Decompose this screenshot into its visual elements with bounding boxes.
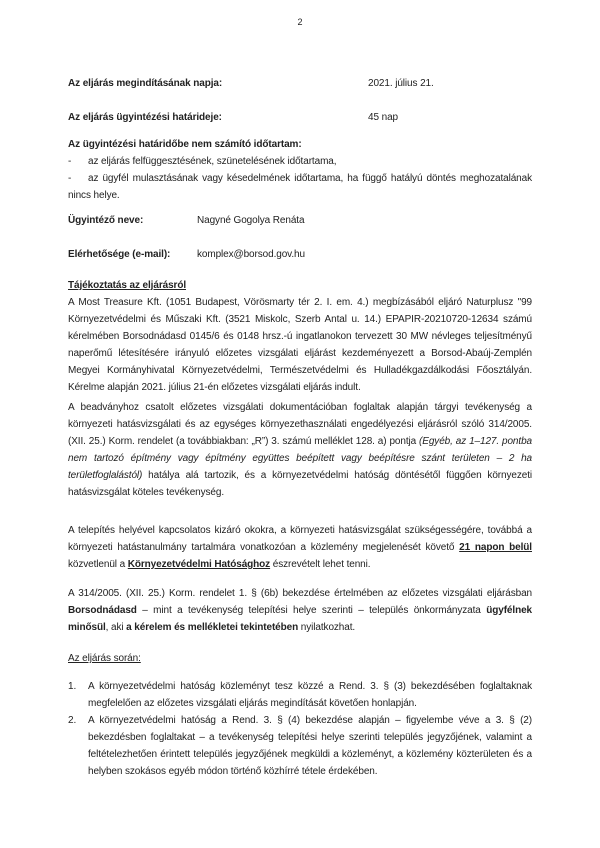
paragraph-regulation (68, 399, 532, 501)
officer-email-value: komplex@borsod.gov.hu (197, 249, 305, 260)
procedure-item (68, 712, 532, 780)
regulation-italic-clause: (Egyéb, az 1–127. pontba nem tartozó építmény vagy építmény együttes beépített vagy beépítésre szánt területen – 2 ha területfoglalástól) (68, 436, 532, 481)
field-row-deadline (68, 109, 532, 126)
officer-name-value: Nagyné Gogolya Renáta (197, 215, 305, 226)
paragraph-observation (68, 522, 532, 573)
municipality-mid2: , aki (105, 622, 127, 633)
deadline-value: 45 nap (368, 112, 398, 123)
paragraph-municipality (68, 585, 532, 636)
excluded-time-item-text: az eljárás felfüggesztésének, szünetelésének időtartama, (88, 156, 337, 167)
page-number: 2 (297, 17, 303, 27)
start-date-label: Az eljárás megindításának napja: (68, 78, 223, 89)
procedure-item-text: A környezetvédelmi hatóság a Rend. 3. § (4) bekezdése alapján – figyelembe véve a 3. § (2) bekezdésben foglaltakat – a tevékenység telepítési helye szerinti település jegyzőjének, valamint a feltételezhetően érintett település jegyzőjének megküldi a közleményt, a közlemény közterületen és a helyben szokásos egyéb módon történő közhírré tétele érdekében. (88, 715, 532, 777)
officer-block (68, 212, 532, 263)
field-row-officer-name (68, 212, 532, 229)
procedure-item-number: 1. (68, 681, 77, 692)
start-date-value: 2021. július 21. (368, 78, 434, 89)
observation-authority: Környezetvédelmi Hatósághoz (127, 559, 271, 570)
dash-marker: - (68, 173, 72, 184)
field-row-start-date (68, 75, 532, 92)
procedure-heading: Az eljárás során: (68, 653, 141, 664)
excluded-time-heading: Az ügyintézési határidőbe nem számító időtartam: (68, 139, 302, 150)
excluded-time-item-text: az ügyfél mulasztásának vagy késedelmének időtartama, ha függő hatályú döntés meghozatalának nincs helye. (68, 173, 532, 201)
procedure-item-text: A környezetvédelmi hatóság közleményt tesz közzé a Rend. 3. § (3) bekezdésében foglaltaknak megfelelően az előzetes vizsgálati eljárás megindítását követően honlapján. (88, 681, 532, 709)
observation-deadline: 21 napon belül (459, 542, 532, 553)
procedure-item-number: 2. (68, 715, 77, 726)
municipality-settlement: Borsodnádasd (68, 605, 137, 616)
municipality-scope: a kérelem és mellékletei tekintetében (126, 622, 299, 633)
field-row-officer-email (68, 246, 532, 263)
municipality-mid1: – mint a tevékenység telepítési helye szerinti – település önkormányzata (136, 605, 487, 616)
procedure-item (68, 678, 532, 712)
paragraph-application: A Most Treasure Kft. (1051 Budapest, Vörösmarty tér 2. I. em. 4.) megbízásából eljáró Naturplusz "99 Környezetvédelmi és Műszaki Kft. (3521 Miskolc, Szerb Antal u. 14.) EPAPIR-20210720-12634 számú kérelmében Borsodnádasd 0145/6 és 0148 hrsz.-ú ingatlanokon tervezett 30 MW névleges teljesítményű naperőmű létesítésére irányuló előzetes vizsgálati eljárást kezdeményezett a Borsod-Abaúj-Zemplén Megyei Kormányhivatal Környezetvédelmi, Természetvédelmi és Hulladékgazdálkodási Főosztályán. Kérelme alapján 2021. július 21-én előzetes vizsgálati eljárás indult. (68, 297, 532, 393)
regulation-lead: A beadványhoz csatolt előzetes vizsgálati dokumentációban foglaltak alapján tárgyi tevékenység a környezeti hatásvizsgálati és az egységes környezethasználati engedélyezési eljárásról szóló 314/2005. (XII. 25.) Korm. rendelet (a továbbiakban: „R”) 3. számú melléklet 128. a) pontja (68, 402, 532, 447)
info-section-heading: Tájékoztatás az eljárásról (68, 280, 187, 291)
officer-name-label: Ügyintéző neve: (68, 215, 144, 226)
observation-lead: A telepítés helyével kapcsolatos kizáró okokra, a környezeti hatásvizsgálat szükségességére, továbbá a környezeti hatástanulmány tartalmára vonatkozóan a közlemény megjelenését követő (68, 525, 532, 553)
dash-marker: - (68, 156, 72, 167)
municipality-lead: A 314/2005. (XII. 25.) Korm. rendelet 1. § (6b) bekezdése értelmében az előzetes vizsgálati eljárásban (68, 588, 532, 599)
officer-email-label: Elérhetősége (e-mail): (68, 249, 171, 260)
observation-tail: észrevételt lehet tenni. (270, 559, 371, 570)
excluded-time-item (68, 170, 532, 204)
deadline-label: Az eljárás ügyintézési határideje: (68, 112, 222, 123)
municipality-client-status: ügyfélnek minősül (68, 605, 532, 633)
observation-mid: közvetlenül a (68, 559, 128, 570)
municipality-tail: nyilatkozhat. (298, 622, 356, 633)
regulation-tail: hatálya alá tartozik, és a környezetvédelmi hatóság döntésétől függően környezeti hatásvizsgálat köteles tevékenység. (68, 470, 532, 498)
excluded-time-item (68, 153, 532, 170)
